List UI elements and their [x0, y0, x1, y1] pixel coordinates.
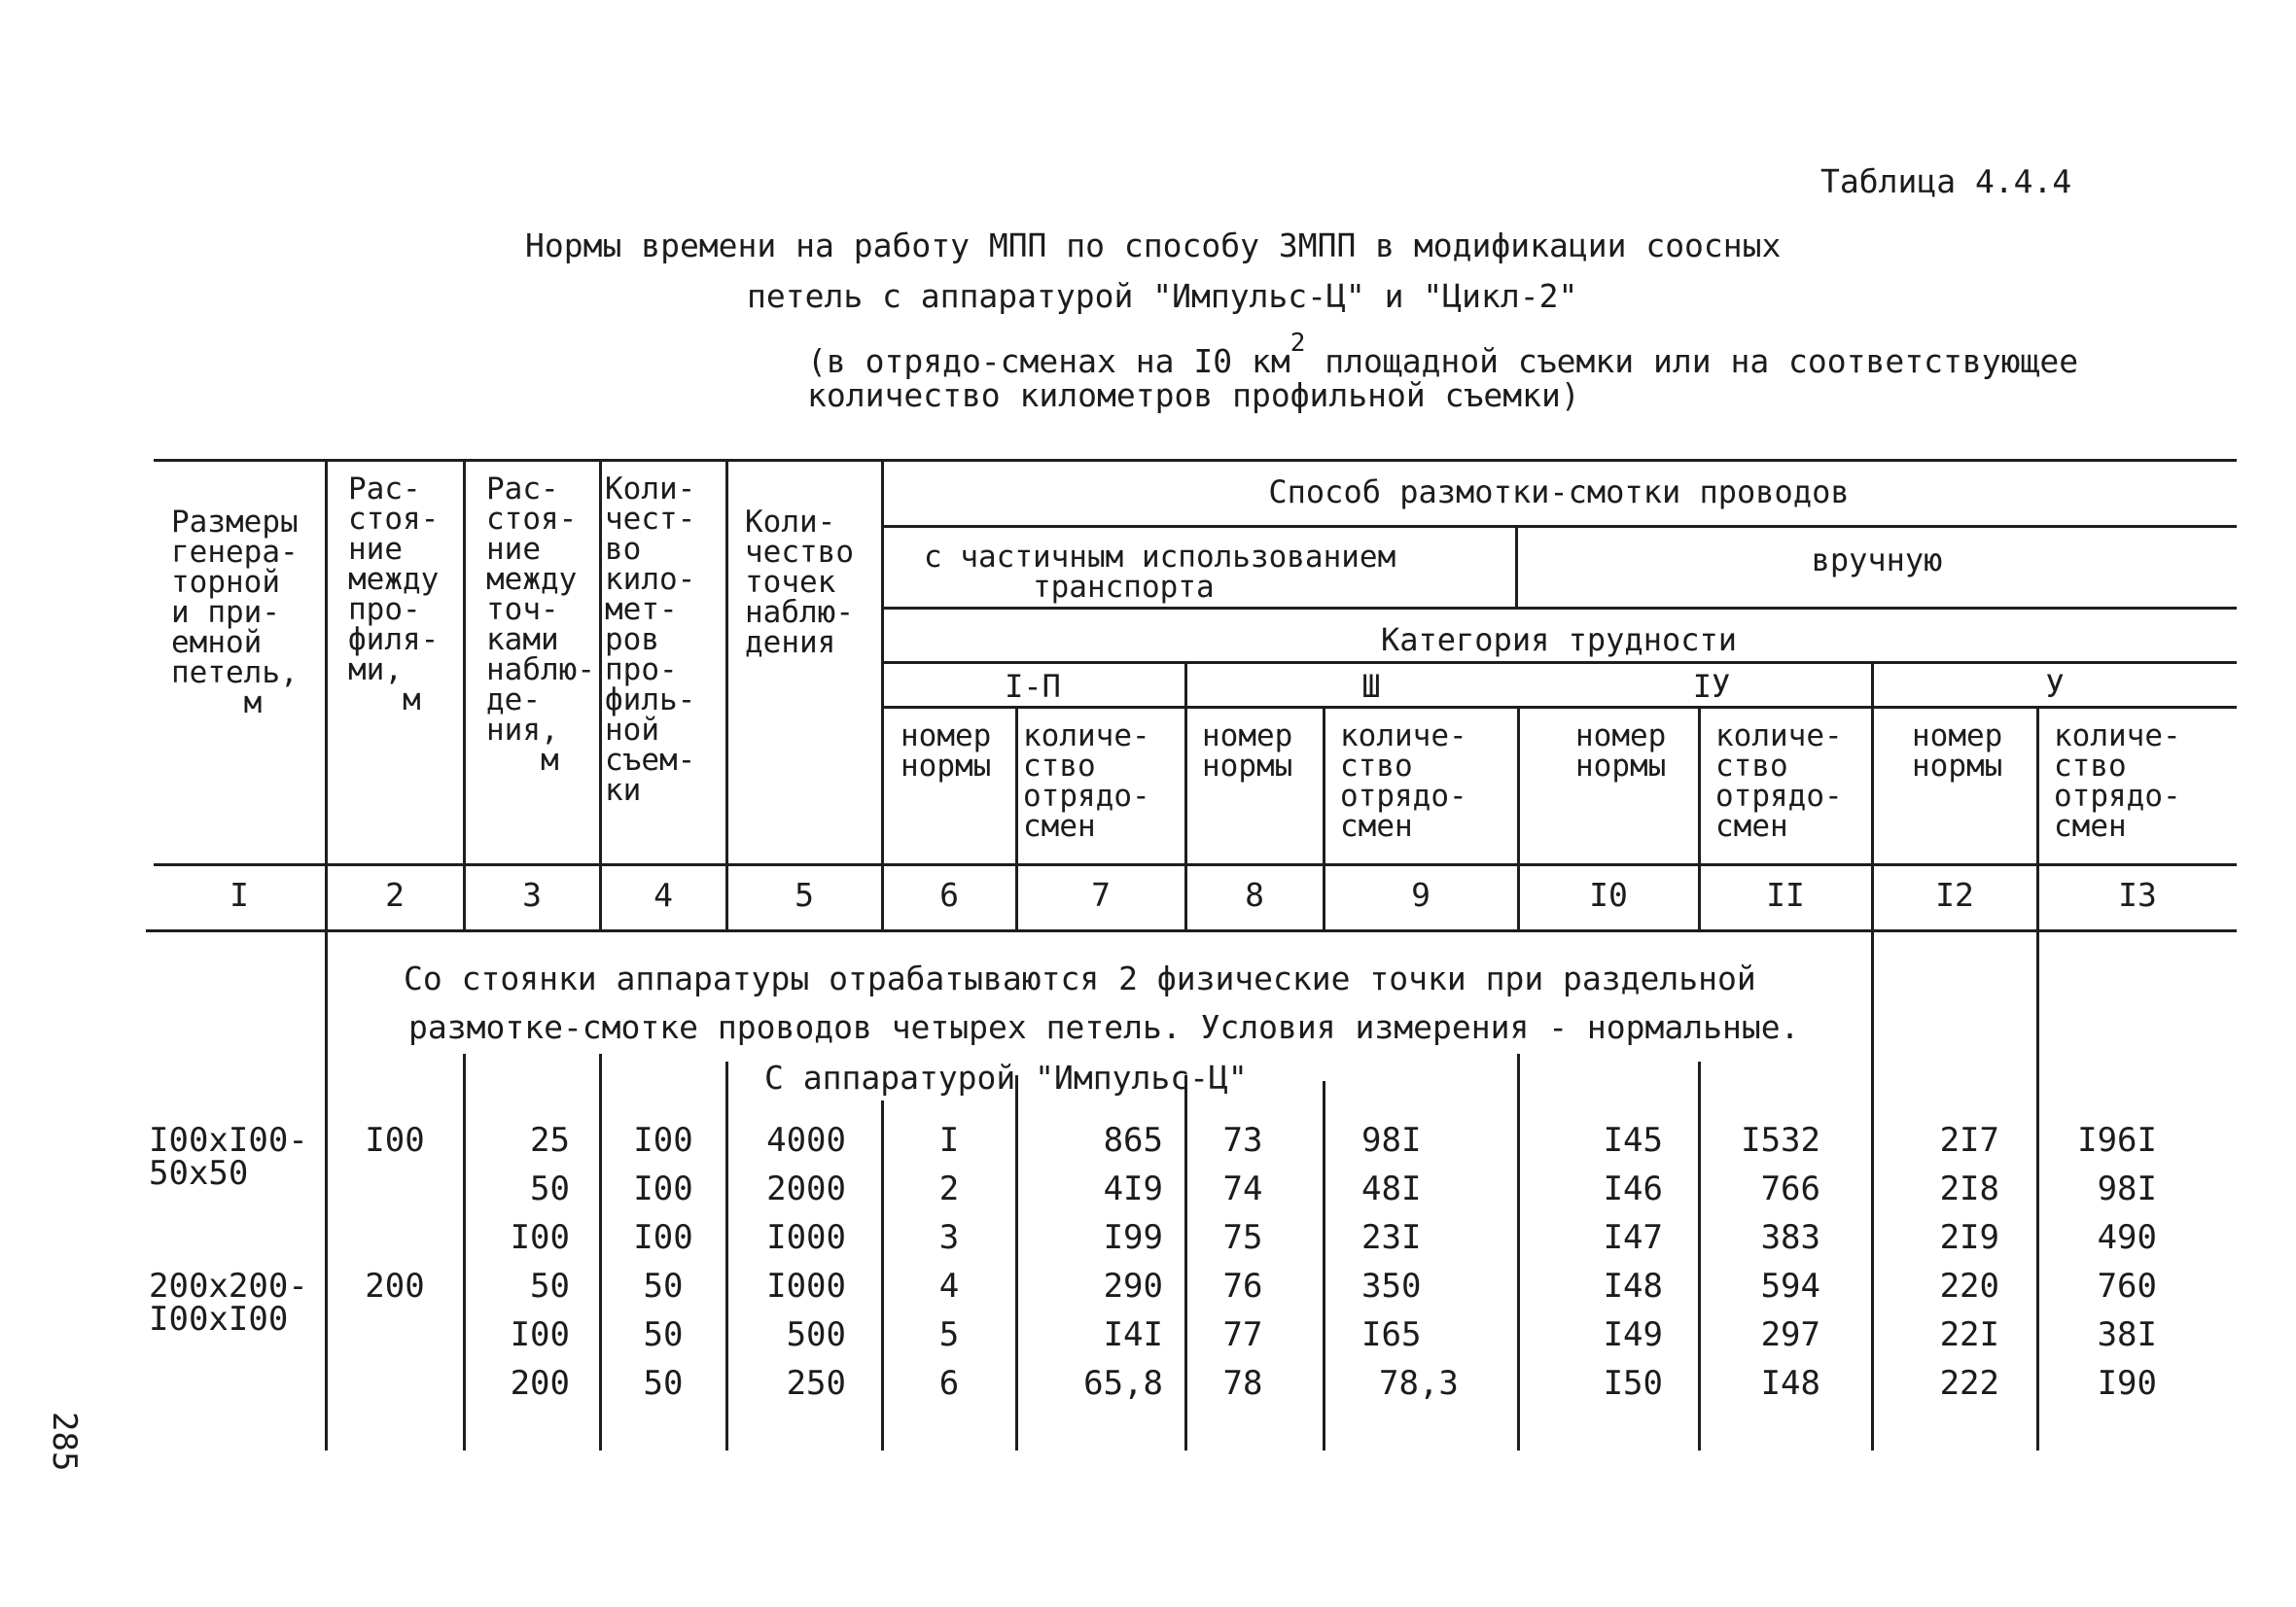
cell-loop-size: I00xI00- [149, 1121, 308, 1160]
cell-profile-distance: I00 [365, 1121, 425, 1160]
cell-points-count: 500 [786, 1315, 846, 1354]
cell-norm-8: 73 [1222, 1121, 1263, 1160]
header-shift-count-7: количе- ство отрядо- смен [1023, 718, 1150, 844]
cell-norm-8: 78 [1222, 1364, 1263, 1403]
cell-profile-km: 50 [643, 1315, 684, 1354]
cell-shifts-7: 290 [1103, 1267, 1163, 1306]
rule-under-transport [881, 607, 2237, 610]
cell-norm-10: I45 [1603, 1121, 1663, 1160]
header-profile-km: Коли- чест- во кило- мет- ров про- филь- ной съем- ки [605, 472, 696, 808]
header-manual: вручную [1811, 541, 1943, 578]
cell-profile-km: I00 [633, 1218, 693, 1257]
section-note-line-2: размотке-смотке проводов четырех петель. Условия измерения - нормальные. [408, 1008, 1800, 1046]
header-points-count: Коли- чество точек наблю- дения [745, 505, 854, 660]
cell-norm-10: I46 [1603, 1170, 1663, 1208]
title-line-4: количество километров профильной съемки) [807, 376, 1580, 414]
cell-point-distance: 200 [510, 1364, 570, 1403]
cell-shifts-13: I96I [2077, 1121, 2157, 1160]
cell-points-count: 4000 [766, 1121, 846, 1160]
cell-norm-6: 6 [938, 1364, 960, 1403]
cell-shifts-13: 98I [2097, 1170, 2157, 1208]
cell-profile-km: I00 [633, 1121, 693, 1160]
cell-shifts-11: 297 [1760, 1315, 1820, 1354]
header-norm-number-12: номер нормы [1912, 718, 2003, 784]
cell-norm-6: 4 [938, 1267, 960, 1306]
cell-shifts-13: 760 [2097, 1267, 2157, 1306]
header-shift-count-13: количе- ство отрядо- смен [2054, 718, 2181, 844]
col-number-12: I2 [1935, 876, 1974, 914]
header-method: Способ размотки-смотки проводов [1268, 473, 1850, 510]
table-top-border [154, 459, 2237, 462]
cell-shifts-13: 38I [2097, 1315, 2157, 1354]
header-loop-size: Размеры генера- торной и при- емной петель, м [171, 505, 299, 720]
cell-norm-8: 75 [1222, 1218, 1263, 1257]
cell-shifts-11: I48 [1760, 1364, 1820, 1403]
col-number-7: 7 [1091, 876, 1111, 914]
cell-shifts-9: 98I [1361, 1121, 1422, 1160]
col-number-6: 6 [939, 876, 959, 914]
header-shift-count-11: количе- ство отрядо- смен [1715, 718, 1843, 844]
cell-shifts-11: 594 [1760, 1267, 1820, 1306]
vline-h2 [463, 461, 466, 930]
cell-shifts-13: I90 [2097, 1364, 2157, 1403]
cell-norm-10: I48 [1603, 1267, 1663, 1306]
rule-above-col-numbers [154, 863, 2237, 866]
rule-under-method [881, 525, 2237, 528]
cell-profile-km: 50 [643, 1364, 684, 1403]
cell-shifts-9: 48I [1361, 1170, 1422, 1208]
cell-norm-10: I47 [1603, 1218, 1663, 1257]
col-number-11: II [1766, 876, 1805, 914]
header-partial-transport: с частичным использованием транспорта [924, 540, 1396, 605]
header-category-5: У [2045, 668, 2065, 705]
cell-norm-10: I49 [1603, 1315, 1663, 1354]
section-subtitle: С аппаратурой "Импульс-Ц" [764, 1059, 1248, 1097]
header-profile-distance: Рас- стоя- ние между про- филя- ми, м [348, 472, 440, 717]
cell-point-distance: I00 [510, 1315, 570, 1354]
title-line-2: петель с аппаратурой "Импульс-Ц" и "Цикл-2" [747, 277, 1578, 315]
col-number-2: 2 [385, 876, 405, 914]
table-label: Таблица 4.4.4 [1820, 162, 2072, 200]
cell-norm-12: 22I [1939, 1315, 1999, 1354]
col-number-10: I0 [1589, 876, 1628, 914]
cell-loop-size: I00xI00 [149, 1300, 289, 1339]
title-line-1: Нормы времени на работу МПП по способу ЗМПП в модификации соосных [525, 227, 1782, 264]
cell-shifts-7: 865 [1103, 1121, 1163, 1160]
rule-under-categories [881, 706, 2237, 709]
vline-b8 [1323, 1081, 1325, 1450]
cell-norm-12: 220 [1939, 1267, 1999, 1306]
cell-point-distance: 50 [530, 1170, 570, 1208]
cell-norm-10: I50 [1603, 1364, 1663, 1403]
cell-shifts-9: 23I [1361, 1218, 1422, 1257]
header-difficulty: Категория трудности [1380, 621, 1738, 658]
cell-norm-12: 2I7 [1939, 1121, 1999, 1160]
cell-shifts-9: I65 [1361, 1315, 1422, 1354]
cell-shifts-11: I532 [1741, 1121, 1820, 1160]
col-number-13: I3 [2118, 876, 2157, 914]
header-norm-number-6: номер нормы [901, 718, 992, 784]
cell-shifts-9: 350 [1361, 1267, 1422, 1306]
cell-point-distance: 25 [530, 1121, 570, 1160]
col-number-1: I [230, 876, 249, 914]
header-point-distance: Рас- стоя- ние между точ- ками наблю- де- ния, м [486, 472, 595, 778]
cell-points-count: 250 [786, 1364, 846, 1403]
cell-norm-12: 2I9 [1939, 1218, 1999, 1257]
cell-profile-km: I00 [633, 1170, 693, 1208]
vline-b1 [325, 931, 328, 1450]
title-line-3: (в отрядо-сменах на I0 $км^2$ площадной съемки или на соответствующее [807, 329, 2079, 380]
col-number-5: 5 [795, 876, 814, 914]
cell-points-count: I000 [766, 1218, 846, 1257]
cell-norm-6: 5 [938, 1315, 960, 1354]
section-note-line-1: Со стоянки аппаратуры отрабатываются 2 физические точки при раздельной [404, 960, 1756, 997]
cell-shifts-9: 78,3 [1379, 1364, 1459, 1403]
cell-shifts-11: 766 [1760, 1170, 1820, 1208]
col-number-9: 9 [1411, 876, 1431, 914]
rule-under-difficulty [881, 661, 2237, 664]
cell-points-count: I000 [766, 1267, 846, 1306]
vline-h4 [725, 461, 728, 930]
cell-loop-size: 50x50 [149, 1154, 249, 1193]
header-category-1-2: I-П [1005, 668, 1061, 705]
vline-h3 [599, 461, 602, 930]
cell-norm-8: 77 [1222, 1315, 1263, 1354]
cell-loop-size: 200x200- [149, 1267, 308, 1306]
cell-points-count: 2000 [766, 1170, 846, 1208]
cell-norm-12: 2I8 [1939, 1170, 1999, 1208]
cell-norm-6: 3 [938, 1218, 960, 1257]
col-number-8: 8 [1245, 876, 1264, 914]
cell-shifts-13: 490 [2097, 1218, 2157, 1257]
cell-profile-distance: 200 [365, 1267, 425, 1306]
cell-norm-8: 76 [1222, 1267, 1263, 1306]
header-category-3: Ш [1361, 668, 1381, 705]
cell-point-distance: I00 [510, 1218, 570, 1257]
cell-profile-km: 50 [643, 1267, 684, 1306]
rule-below-col-numbers [146, 929, 2237, 932]
header-norm-number-10: номер нормы [1575, 718, 1667, 784]
col-number-4: 4 [653, 876, 673, 914]
header-norm-number-8: номер нормы [1202, 718, 1293, 784]
cell-shifts-7: I4I [1103, 1315, 1163, 1354]
col-number-3: 3 [522, 876, 542, 914]
cell-point-distance: 50 [530, 1267, 570, 1306]
cell-norm-12: 222 [1939, 1364, 1999, 1403]
vline-h1 [325, 461, 328, 930]
page-number: 285 [45, 1412, 84, 1472]
cell-norm-8: 74 [1222, 1170, 1263, 1208]
header-category-4: IУ [1692, 668, 1731, 705]
cell-shifts-7: 65,8 [1083, 1364, 1163, 1403]
cell-shifts-7: I99 [1103, 1218, 1163, 1257]
cell-shifts-11: 383 [1760, 1218, 1820, 1257]
header-shift-count-9: количе- ство отрядо- смен [1340, 718, 1467, 844]
cell-norm-6: 2 [938, 1170, 960, 1208]
cell-shifts-7: 4I9 [1103, 1170, 1163, 1208]
cell-norm-6: I [938, 1121, 960, 1160]
